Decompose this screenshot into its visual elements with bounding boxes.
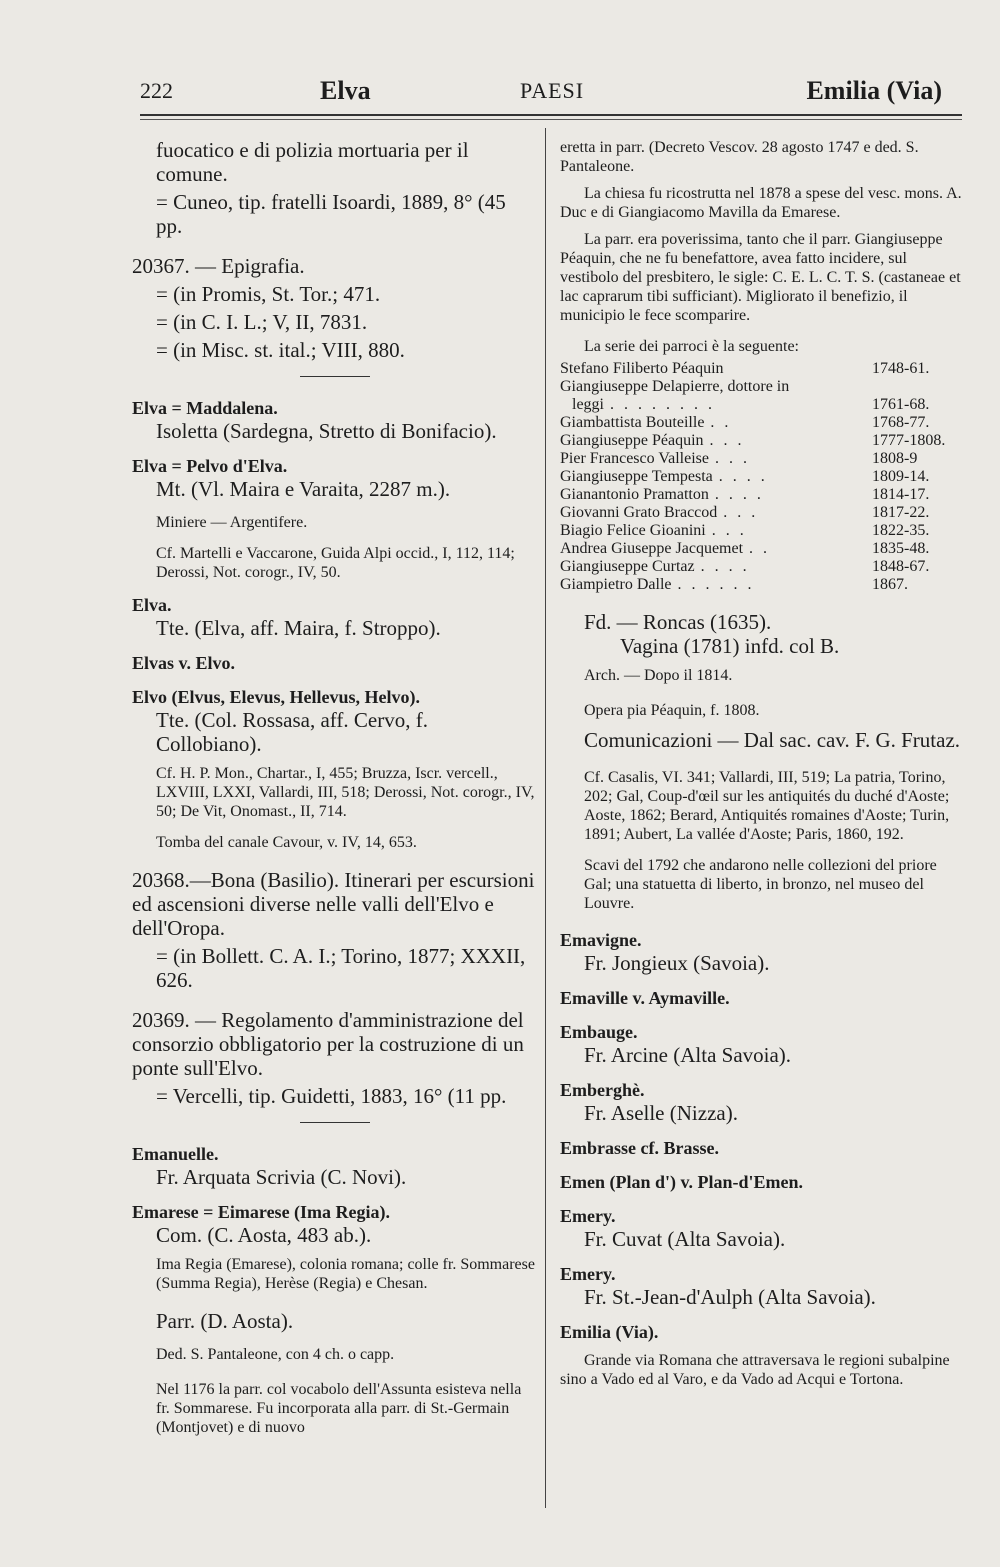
list-item: Giampietro Dalle . . . . . . 1867. (560, 576, 908, 593)
entry-text: Comunicazioni — Dal sac. cav. F. G. Frutaz. (584, 728, 961, 752)
entry-headword: Elva = Pelvo d'Elva. (132, 456, 288, 476)
entry-headword: Elva. (132, 595, 172, 615)
entry-headword: Emery. (560, 1206, 616, 1226)
header-right-word: Emilia (Via) (806, 76, 942, 105)
list-item: Giovanni Grato Braccod . . . 1817-22. (560, 504, 930, 521)
page-number: 222 (140, 78, 173, 103)
entry-text: Isoletta (Sardegna, Stretto di Bonifacio). (156, 419, 497, 443)
entry-text: fuocatico e di polizia mortuaria per il comune. (156, 138, 469, 186)
entry-text: Vagina (1781) infd. col B. (620, 634, 840, 658)
entry-text: Fr. Jongieux (Savoia). (584, 951, 770, 975)
list-item: Biagio Felice Gioanini . . . 1822-35. (560, 522, 930, 539)
bibliography-entry: 20368.—Bona (Basilio). Itinerari per escursioni ed ascensioni diverse nelle valli dell'Elvo e dell'Oropa. (132, 868, 535, 940)
list-item: leggi . . . . . . . . 1761-68. (572, 396, 930, 413)
list-item: Stefano Filiberto Péaquin 1748-61. (560, 360, 930, 377)
entry-note: Ded. S. Pantaleone, con 4 ch. o capp. (156, 1346, 395, 1363)
entry-headword: Elvas v. Elvo. (132, 653, 236, 673)
entry-headword: Embauge. (560, 1022, 638, 1042)
entry-note: Grande via Romana che attraversava le regioni subalpine sino a Vado ed al Varo, e da Vado ad Acqui e Tortona. (560, 1352, 950, 1388)
entry-text: = (in Bollett. C. A. I.; Torino, 1877; XXXII, 626. (156, 944, 526, 992)
header-center-word: PAESI (520, 78, 585, 103)
list-item: Pier Francesco Valleise . . . 1808-9 (560, 450, 918, 467)
entry-note: Opera pia Péaquin, f. 1808. (584, 702, 760, 719)
list-item: Giangiuseppe Delapierre, dottore in (560, 378, 790, 395)
entry-text: = Vercelli, tip. Guidetti, 1883, 16° (11 pp. (156, 1084, 507, 1108)
entry-text: Fr. Cuvat (Alta Savoia). (584, 1227, 786, 1251)
entry-headword: Emarese = Eimarese (Ima Regia). (132, 1202, 391, 1222)
entry-headword: Emilia (Via). (560, 1322, 659, 1342)
entry-text: Mt. (Vl. Maira e Varaita, 2287 m.). (156, 477, 451, 501)
list-item: Andrea Giuseppe Jacquemet . . 1835-48. (560, 540, 930, 557)
entry-text: Com. (C. Aosta, 483 ab.). (156, 1223, 372, 1247)
entry-note: Arch. — Dopo il 1814. (584, 667, 733, 684)
parroci-list (560, 360, 964, 594)
entry-note: eretta in parr. (Decreto Vescov. 28 agosto 1747 e ded. S. Pantaleone. (560, 139, 919, 175)
entry-text: Fr. Aselle (Nizza). (584, 1101, 738, 1125)
entry-note: La chiesa fu ricostrutta nel 1878 a spese del vesc. mons. A. Duc e di Giangiacomo Mavilla da Emarese. (560, 185, 962, 221)
entry-reference: Cf. Casalis, VI. 341; Vallardi, III, 519; La patria, Torino, 202; Gal, Coup-d'œil sur les antiquités du duché d'Aoste; Aoste, 1862; Berard, Antiquités romaines d'Aoste; Turin, 1891; Aubert, La vallée d'Aoste; Paris, 1860, 192. (584, 769, 950, 843)
entry-headword: Elva = Maddalena. (132, 398, 278, 418)
entry-note: Tomba del canale Cavour, v. IV, 14, 653. (156, 834, 417, 851)
entry-text: Fd. — Roncas (1635). (584, 610, 772, 634)
entry-text: = Cuneo, tip. fratelli Isoardi, 1889, 8° (45 pp. (156, 190, 506, 238)
entry-text: Tte. (Elva, aff. Maira, f. Stroppo). (156, 616, 441, 640)
entry-text: Parr. (D. Aosta). (156, 1309, 294, 1333)
header-rule-thin (140, 119, 962, 120)
header-left-word: Elva (320, 76, 371, 105)
list-item: Giambattista Bouteille . . 1768-77. (560, 414, 930, 431)
entry-note: Nel 1176 la parr. col vocabolo dell'Assunta esisteva nella fr. Sommarese. Fu incorporata alla parr. di St.-Germain (Montjovet) e di nuovo (156, 1381, 522, 1436)
entry-reference: Cf. H. P. Mon., Chartar., I, 455; Bruzza, Iscr. vercell., LXVIII, LXXI, Vallardi, III, 518; Derossi, Not. corogr., IV, 50; De Vit, Onomast., II, 714. (156, 765, 535, 820)
entry-note: Scavi del 1792 che andarono nelle collezioni del priore Gal; una statuetta di liberto, in bronzo, nel museo del Louvre. (584, 857, 937, 912)
right-column (560, 138, 964, 1389)
entry-headword: Embrasse cf. Brasse. (560, 1138, 719, 1158)
entry-note: La serie dei parroci è la seguente: (584, 338, 799, 355)
section-rule (300, 376, 370, 377)
entry-headword: Emberghè. (560, 1080, 645, 1100)
running-header (140, 76, 962, 112)
entry-text: = (in C. I. L.; V, II, 7831. (156, 310, 368, 334)
entry-headword: Emanuelle. (132, 1144, 219, 1164)
entry-text: Fr. Arquata Scrivia (C. Novi). (156, 1165, 407, 1189)
entry-note: La parr. era poverissima, tanto che il parr. Giangiuseppe Péaquin, che ne fu benefattore, avea fatto incidere, sul vestibolo del presbitero, le sigle: C. E. L. C. T. S. (castaneae et lac caprarum tibi sufficiant). Migliorato il benefizio, il municipio le fece scomparire. (560, 231, 961, 324)
entry-text: = (in Promis, St. Tor.; 471. (156, 282, 381, 306)
section-rule (300, 1122, 370, 1123)
entry-headword: Emery. (560, 1264, 616, 1284)
bibliography-number: 20367. — Epigrafia. (132, 254, 305, 278)
entry-note: Miniere — Argentifere. (156, 514, 308, 531)
entry-text: = (in Misc. st. ital.; VIII, 880. (156, 338, 405, 362)
list-item: Gianantonio Pramatton . . . . 1814-17. (560, 486, 930, 503)
left-column (132, 138, 537, 1437)
list-item: Giangiuseppe Curtaz . . . . 1848-67. (560, 558, 930, 575)
list-item: Giangiuseppe Tempesta . . . . 1809-14. (560, 468, 930, 485)
list-item: Giangiuseppe Péaquin . . . 1777-1808. (560, 432, 946, 449)
entry-headword: Emaville v. Aymaville. (560, 988, 730, 1008)
column-divider (545, 128, 546, 1508)
entry-headword: Elvo (Elvus, Elevus, Hellevus, Helvo). (132, 687, 421, 707)
entry-note: Ima Regia (Emarese), colonia romana; colle fr. Sommarese (Summa Regia), Herèse (Regia) e Chesan. (156, 1256, 535, 1292)
entry-headword: Emen (Plan d') v. Plan-d'Emen. (560, 1172, 804, 1192)
entry-text: Tte. (Col. Rossasa, aff. Cervo, f. Collobiano). (156, 708, 428, 756)
entry-reference: Cf. Martelli e Vaccarone, Guida Alpi occid., I, 112, 114; Derossi, Not. corogr., IV, 50. (156, 545, 515, 581)
entry-headword: Emavigne. (560, 930, 642, 950)
entry-text: Fr. Arcine (Alta Savoia). (584, 1043, 792, 1067)
entry-text: Fr. St.-Jean-d'Aulph (Alta Savoia). (584, 1285, 876, 1309)
bibliography-entry: 20369. — Regolamento d'amministrazione del consorzio obbligatorio per la costruzione di un ponte sull'Elvo. (132, 1008, 524, 1080)
header-rule (140, 114, 962, 116)
